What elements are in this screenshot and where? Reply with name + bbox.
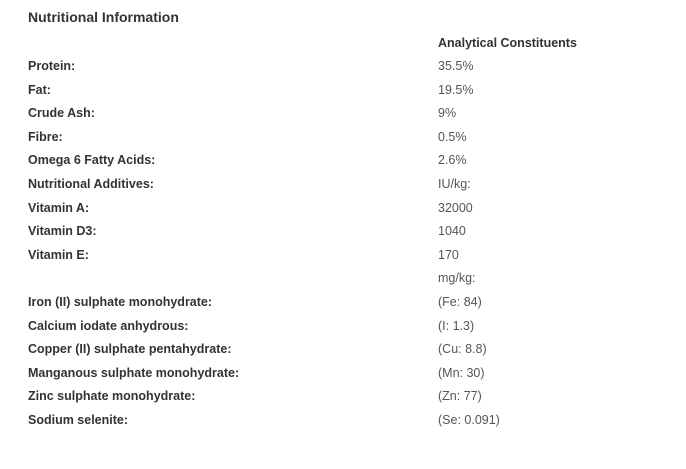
- row-label: Copper (II) sulphate pentahydrate:: [28, 342, 232, 357]
- row-label: Omega 6 Fatty Acids:: [28, 153, 156, 168]
- table-row: [0, 101, 686, 125]
- row-value: (Zn: 77): [438, 389, 482, 404]
- row-value: 2.6%: [438, 153, 467, 168]
- row-label: Protein:: [28, 59, 76, 73]
- row-value: (Fe: 84): [438, 294, 482, 309]
- row-label: Vitamin E:: [28, 247, 89, 262]
- row-label: Fibre:: [28, 129, 63, 144]
- table-row: [0, 361, 686, 385]
- table-row: [0, 54, 686, 78]
- table-row: [0, 314, 686, 338]
- row-label: Crude Ash:: [28, 106, 95, 121]
- table-row: [0, 148, 686, 172]
- row-value: (Cu: 8.8): [438, 342, 487, 357]
- row-label: Vitamin D3:: [28, 224, 97, 239]
- table-row: [0, 408, 686, 432]
- row-value: (Se: 0.091): [438, 412, 500, 427]
- table-row: [0, 384, 686, 408]
- table-row: [0, 243, 686, 267]
- table-row: [0, 337, 686, 361]
- row-label: Sodium selenite:: [28, 412, 129, 427]
- row-value: mg/kg:: [438, 271, 476, 286]
- nutrition-table: [0, 54, 686, 432]
- table-row: [0, 78, 686, 102]
- table-row: [0, 290, 686, 314]
- row-label: Fat:: [28, 82, 51, 97]
- row-label: Nutritional Additives:: [28, 176, 154, 191]
- row-value: 35.5%: [438, 59, 474, 73]
- row-value: (I: 1.3): [438, 318, 475, 333]
- row-value: 170: [438, 247, 459, 262]
- row-value: 9%: [438, 106, 457, 121]
- table-row: [0, 196, 686, 220]
- row-label: Calcium iodate anhydrous:: [28, 318, 189, 333]
- row-value: 0.5%: [438, 129, 467, 144]
- table-row: [0, 219, 686, 243]
- row-label: Vitamin A:: [28, 200, 90, 215]
- table-row: [0, 172, 686, 196]
- row-label: Iron (II) sulphate monohydrate:: [28, 294, 213, 309]
- row-value: 1040: [438, 224, 466, 239]
- row-value: IU/kg:: [438, 176, 471, 191]
- row-label: Zinc sulphate monohydrate:: [28, 389, 196, 404]
- row-value: (Mn: 30): [438, 365, 485, 380]
- row-label: Manganous sulphate monohydrate:: [28, 365, 240, 380]
- column-header-analytical-constituents: Analytical Constituents: [438, 36, 577, 50]
- table-row: [0, 125, 686, 149]
- row-value: 32000: [438, 200, 473, 215]
- table-row: [0, 266, 686, 290]
- page-title: Nutritional Information: [28, 9, 179, 25]
- row-value: 19.5%: [438, 82, 474, 97]
